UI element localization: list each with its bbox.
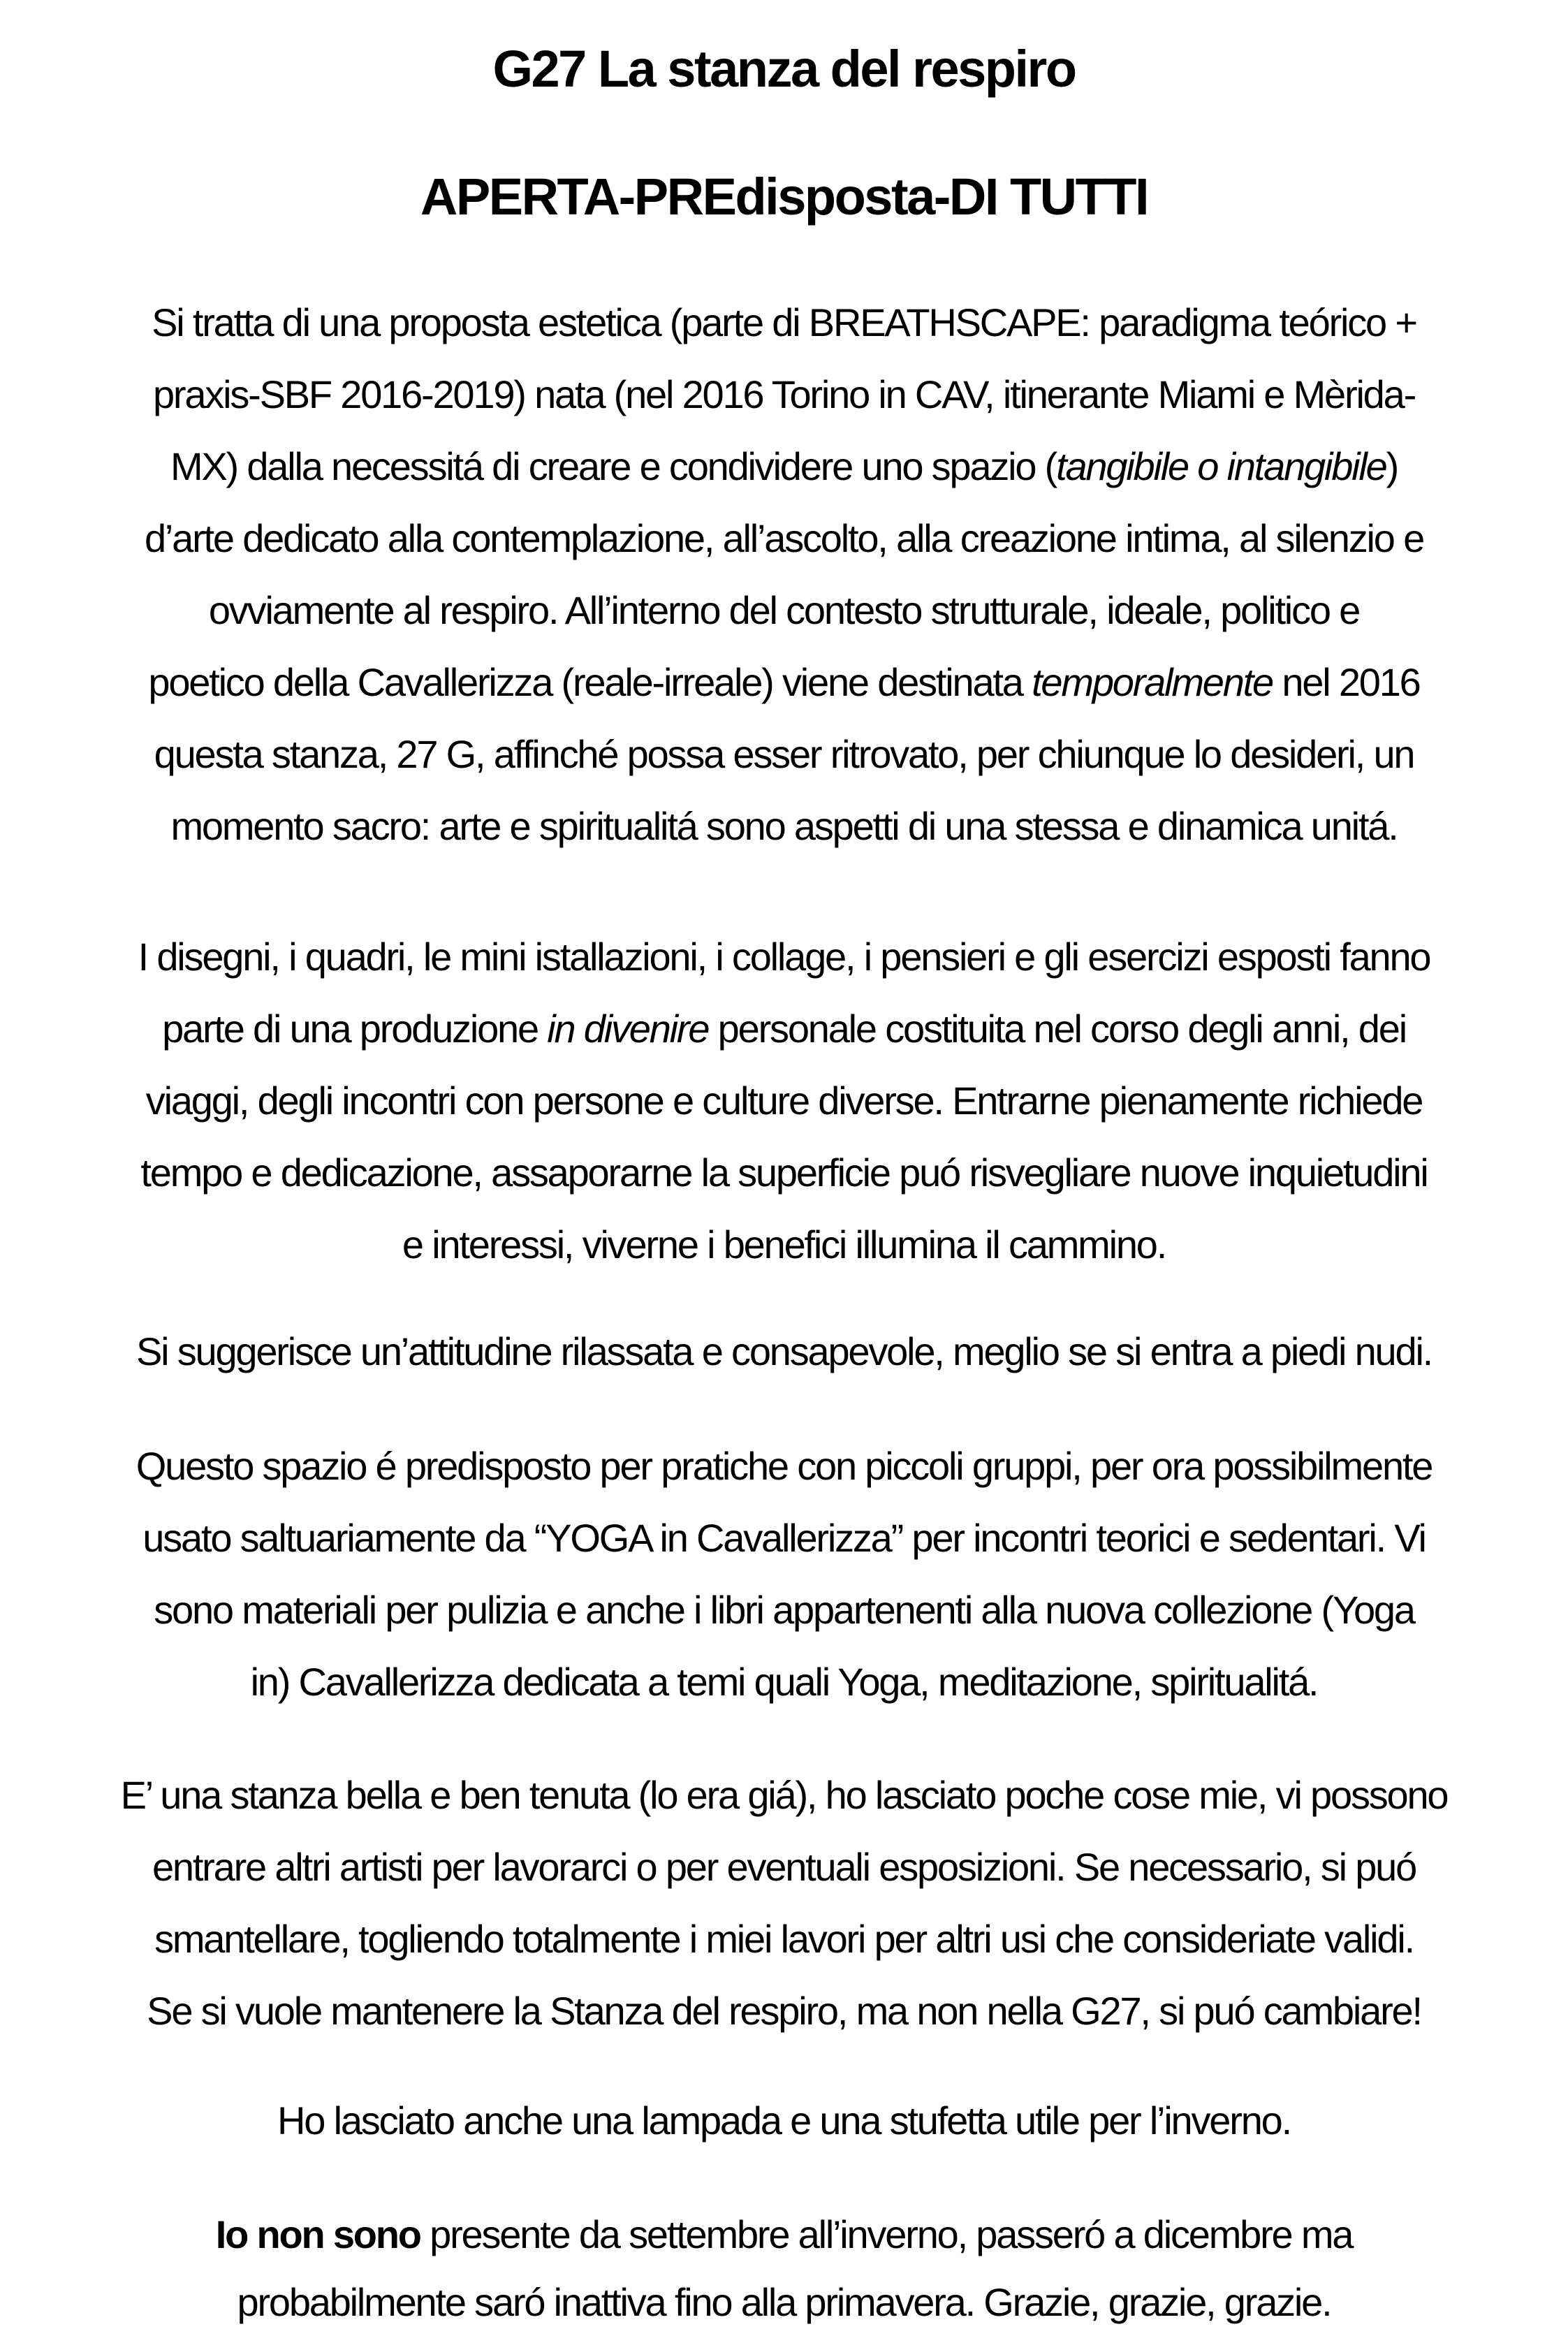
text-run: Si tratta di una proposta estetica (parte di BREATHSCAPE: paradigma teórico + xyxy=(152,300,1416,344)
text-run: praxis-SBF 2016-2019) nata (nel 2016 Torino in CAV, itinerante Miami e Mèrida- xyxy=(152,372,1416,416)
italic-text-run: tangibile o intangibile xyxy=(1056,444,1386,488)
text-line xyxy=(28,1502,1540,1574)
document-title: G27 La stanza del respiro xyxy=(492,40,1076,98)
text-run: Si suggerisce un’attitudine rilassata e consapevole, meglio se si entra a piedi nudi. xyxy=(135,1329,1433,1373)
text-line xyxy=(28,1646,1540,1718)
text-run: d’arte dedicato alla contemplazione, all’ascolto, alla creazione intima, al silenzio e xyxy=(144,516,1424,560)
text-run: personale costituita nel corso degli anni, dei xyxy=(708,1007,1406,1051)
text-line xyxy=(28,502,1540,574)
bold-text-run: Io non sono xyxy=(215,2212,420,2256)
text-line xyxy=(28,430,1540,502)
text-run: Ho lasciato anche una lampada e una stufetta utile per l’inverno. xyxy=(277,2098,1291,2142)
paragraph-intro xyxy=(28,286,1540,862)
text-line xyxy=(28,646,1540,718)
text-run: e interessi, viverne i benefici illumina il cammino. xyxy=(402,1222,1166,1266)
paragraph-works xyxy=(28,921,1540,1280)
text-run: smantellare, togliendo totalmente i miei lavori per altri usi che consideriate validi. xyxy=(154,1917,1414,1961)
text-run: entrare altri artisti per lavorarci o per eventuali esposizioni. Se necessario, si puó xyxy=(152,1845,1416,1889)
text-run: viaggi, degli incontri con persone e culture diverse. Entrarne pienamente richiede xyxy=(145,1079,1423,1123)
text-run: parte di una produzione xyxy=(162,1007,548,1051)
text-line xyxy=(28,921,1540,993)
text-line xyxy=(28,574,1540,646)
paragraph-closing xyxy=(28,2200,1540,2336)
text-line xyxy=(28,1137,1540,1209)
text-run: Se si vuole mantenere la Stanza del respiro, ma non nella G27, si puó cambiare! xyxy=(147,1989,1421,2033)
text-run: tempo e dedicazione, assaporarne la superficie puó risvegliare nuove inquietudini xyxy=(140,1151,1428,1195)
text-run: Questo spazio é predisposto per pratiche con piccoli gruppi, per ora possibilmente xyxy=(135,1444,1433,1488)
text-line xyxy=(28,1903,1540,1975)
text-line xyxy=(28,1759,1540,1831)
text-line xyxy=(28,1209,1540,1280)
text-run: momento sacro: arte e spiritualitá sono aspetti di una stessa e dinamica unitá. xyxy=(170,804,1398,848)
text-line xyxy=(28,790,1540,862)
text-line xyxy=(28,1574,1540,1646)
text-run: nel 2016 xyxy=(1272,660,1420,704)
paragraph-usage xyxy=(28,1430,1540,1718)
text-run: ovviamente al respiro. All’interno del contesto strutturale, ideale, politico e xyxy=(208,588,1360,632)
text-line xyxy=(28,2200,1540,2268)
text-run: sono materiali per pulizia e anche i libri appartenenti alla nuova collezione (Yoga xyxy=(154,1588,1414,1632)
text-line xyxy=(28,718,1540,790)
text-line xyxy=(28,358,1540,430)
paragraph-lamp xyxy=(28,2085,1540,2156)
text-line xyxy=(28,286,1540,358)
text-run: ) xyxy=(1386,444,1398,488)
text-line xyxy=(28,1065,1540,1137)
text-run: E’ una stanza bella e ben tenuta (lo era giá), ho lasciato poche cose mie, vi possono xyxy=(120,1773,1448,1817)
text-line xyxy=(28,2085,1540,2156)
text-run: questa stanza, 27 G, affinché possa esser ritrovato, per chiunque lo desideri, un xyxy=(154,732,1414,776)
text-line xyxy=(28,2268,1540,2336)
text-line xyxy=(28,1430,1540,1502)
text-run: presente da settembre all’inverno, passeró a dicembre ma xyxy=(420,2212,1353,2256)
italic-text-run: temporalmente xyxy=(1032,660,1273,704)
text-run: probabilmente saró inattiva fino alla primavera. Grazie, grazie, grazie. xyxy=(237,2280,1331,2324)
text-run: poetico della Cavallerizza (reale-irreale) viene destinata xyxy=(148,660,1032,704)
italic-text-run: in divenire xyxy=(547,1007,709,1051)
text-run: in) Cavallerizza dedicata a temi quali Yoga, meditazione, spiritualitá. xyxy=(250,1660,1318,1704)
text-line xyxy=(28,1975,1540,2047)
text-run: I disegni, i quadri, le mini istallazioni, i collage, i pensieri e gli esercizi esposti fanno xyxy=(138,935,1430,979)
text-run: usato saltuariamente da “YOGA in Cavallerizza” per incontri teorici e sedentari. Vi xyxy=(142,1516,1426,1560)
text-line xyxy=(28,1831,1540,1903)
text-line xyxy=(28,993,1540,1065)
paragraph-attitude xyxy=(28,1315,1540,1387)
text-line xyxy=(28,1315,1540,1387)
text-run: MX) dalla necessitá di creare e condividere uno spazio ( xyxy=(170,444,1057,488)
document-subtitle: APERTA-PREdisposta-DI TUTTI xyxy=(420,168,1148,226)
paragraph-room xyxy=(28,1759,1540,2047)
